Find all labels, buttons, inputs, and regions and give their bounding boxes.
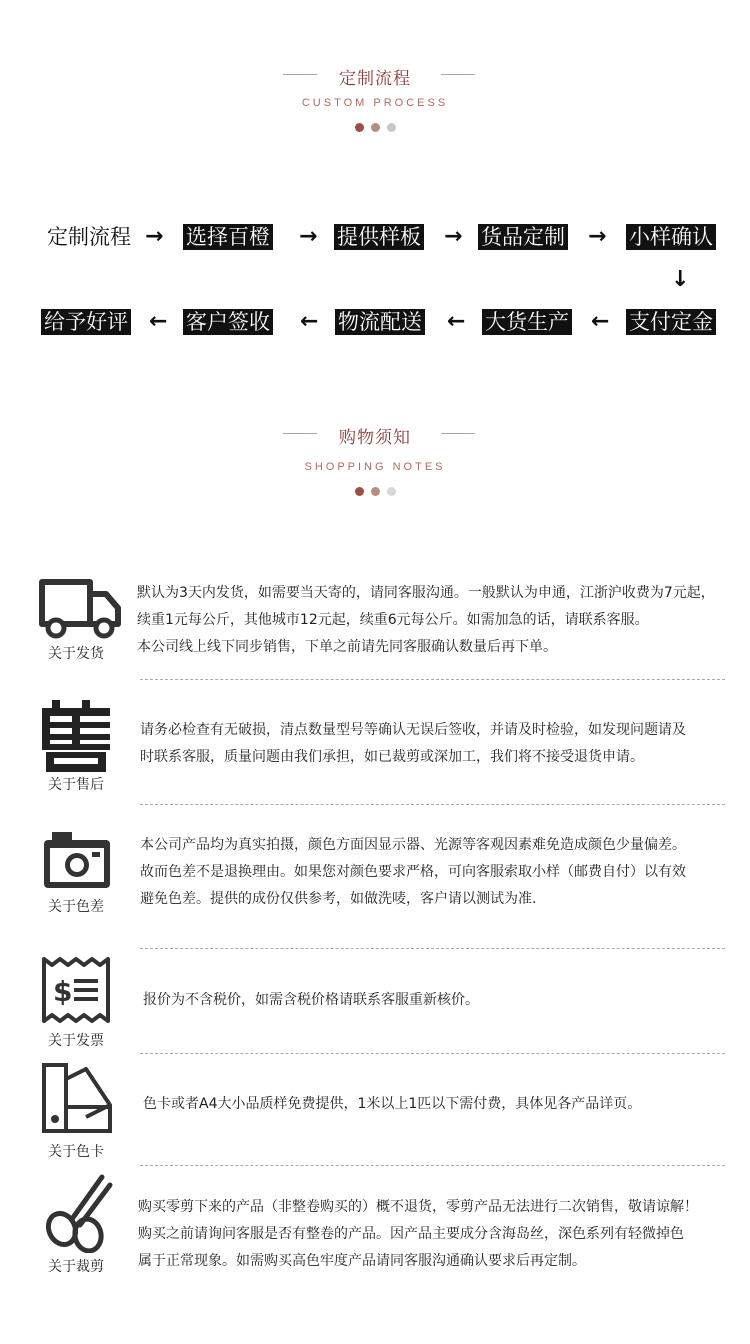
flow-step-production: 大货生产 (482, 309, 572, 335)
dot (355, 487, 364, 496)
flow-step-deposit: 支付定金 (626, 309, 716, 335)
note-line: 时联系客服，质量问题由我们承担，如已裁剪或深加工，我们将不接受退货申请。 (140, 749, 644, 765)
dot (355, 123, 364, 132)
flow-step-receipt: 客户签收 (183, 309, 273, 335)
divider (140, 679, 725, 680)
note-text-shipping (137, 580, 715, 661)
note-text-color-difference (140, 832, 686, 913)
note-line: 故而色差不是退换理由。如果您对颜色要求严格，可向客服索取小样（邮费自付）以有效 (140, 864, 686, 880)
divider (140, 1053, 725, 1054)
color-card-icon (40, 1061, 114, 1139)
note-line: 续重1元每公斤，其他城市12元起，续重6元每公斤。如需加急的话，请联系客服。 (137, 612, 649, 628)
section-dots (0, 487, 750, 496)
dot (387, 123, 396, 132)
section-title-shopping-notes: 购物须知 (339, 428, 411, 448)
note-line: 请务必检查有无破损，清点数量型号等确认无误后签收，并请及时检验，如发现问题请及 (140, 722, 686, 738)
dot (387, 487, 396, 496)
dot (371, 487, 380, 496)
note-text-invoice (143, 987, 479, 1014)
note-label-color-card: 关于色卡 (48, 1144, 104, 1160)
note-text-after-sale (140, 717, 686, 771)
section-dots (0, 123, 750, 132)
svg-text:$: $ (53, 975, 73, 1008)
arrow-right-icon: → (588, 224, 607, 249)
note-label-invoice: 关于发票 (48, 1033, 104, 1049)
section-subtitle-shopping-notes: SHOPPING NOTES (304, 461, 446, 473)
flow-step-delivery: 物流配送 (335, 309, 425, 335)
after-sale-icon (38, 700, 114, 776)
arrow-right-icon: → (145, 224, 164, 249)
note-label-cutting: 关于裁剪 (48, 1259, 104, 1275)
note-text-color-card (143, 1091, 641, 1118)
note-line: 色卡或者A4大小品质样免费提供，1米以上1匹以下需付费，具体见各产品详页。 (143, 1096, 642, 1112)
flow-step-custom-process: 定制流程 (47, 225, 131, 249)
truck-icon (38, 578, 122, 644)
note-line: 购买之前请询问客服是否有整卷的产品。因产品主要成分含海岛丝，深色系列有轻微掉色 (138, 1226, 684, 1242)
arrow-right-icon: → (299, 224, 318, 249)
dot (371, 123, 380, 132)
flow-step-confirm-sample: 小样确认 (626, 224, 716, 250)
arrow-left-icon: ← (149, 309, 168, 334)
divider (140, 1165, 725, 1166)
note-line: 本公司线上线下同步销售，下单之前请先同客服确认数量后再下单。 (137, 639, 557, 655)
arrow-left-icon: ← (300, 309, 319, 334)
camera-icon (42, 830, 112, 894)
scissors-icon (42, 1173, 116, 1257)
flow-step-review: 给予好评 (41, 309, 131, 335)
divider (140, 948, 725, 949)
divider (140, 804, 725, 805)
note-text-cutting (138, 1194, 698, 1275)
note-line: 避免色差。提供的成份仅供参考，如做洗唛，客户请以测试为准. (140, 891, 537, 907)
note-label-color-difference: 关于色差 (48, 899, 104, 915)
arrow-down-icon: ↓ (671, 267, 690, 292)
section-title-custom-process: 定制流程 (339, 69, 411, 89)
receipt-icon (40, 955, 114, 1029)
note-line: 购买零剪下来的产品（非整卷购买的）概不退货，零剪产品无法进行二次销售，敬请谅解！ (138, 1199, 698, 1215)
flow-step-customize: 货品定制 (478, 224, 568, 250)
note-line: 本公司产品均为真实拍摄，颜色方面因显示器、光源等客观因素难免造成颜色少量偏差。 (140, 837, 686, 853)
note-line: 报价为不含税价，如需含税价格请联系客服重新核价。 (143, 992, 479, 1008)
note-line: 默认为3天内发货，如需要当天寄的，请同客服沟通。一般默认为申通，江浙沪收费为7元起， (137, 585, 715, 601)
arrow-left-icon: ← (447, 309, 466, 334)
note-label-shipping: 关于发货 (48, 646, 104, 662)
arrow-left-icon: ← (591, 309, 610, 334)
flow-step-select: 选择百橙 (183, 224, 273, 250)
flow-step-sample: 提供样板 (334, 224, 424, 250)
note-line: 属于正常现象。如需购买高色牢度产品请同客服沟通确认要求后再定制。 (138, 1253, 586, 1269)
section-subtitle-custom-process: CUSTOM PROCESS (301, 97, 449, 109)
note-label-after-sale: 关于售后 (48, 777, 104, 793)
arrow-right-icon: → (444, 224, 463, 249)
